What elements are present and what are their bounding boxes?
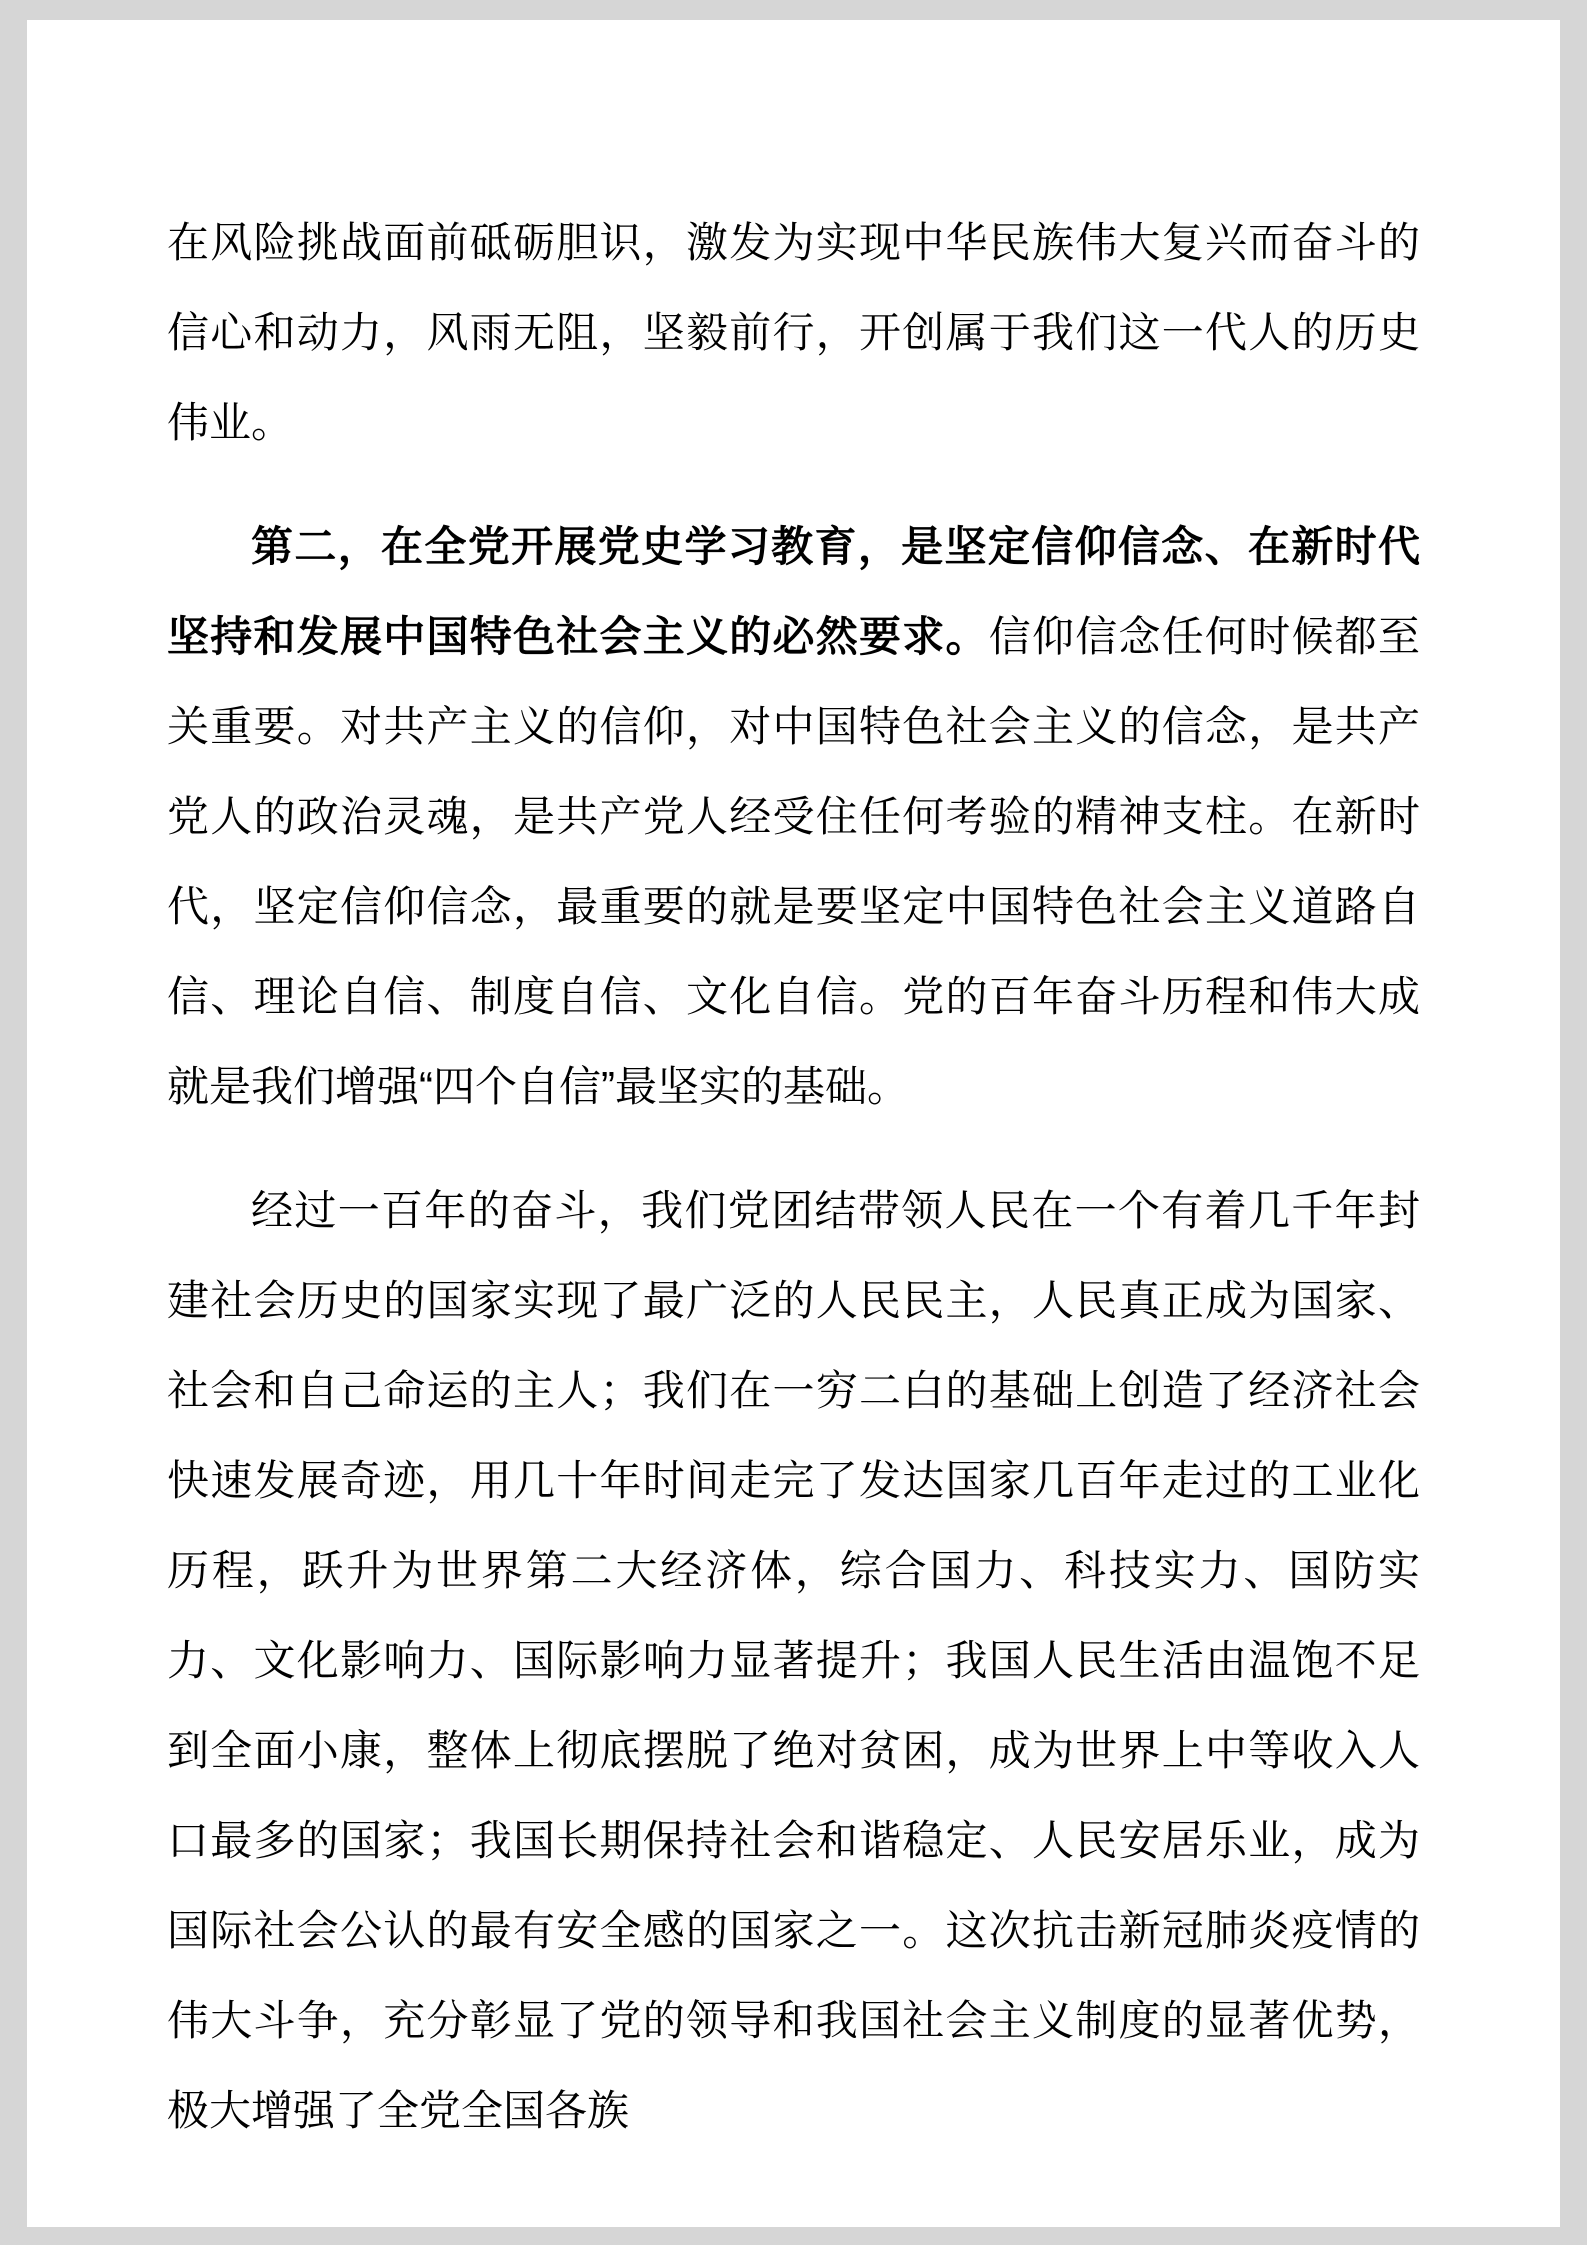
- paragraph-text: 信仰信念任何时候都至关重要。对共产主义的信仰，对中国特色社会主义的信念，是共产党人的政治灵魂，是共产党人经受住任何考验的精神支柱。在新时代，坚定信仰信念，最重要的就是要坚定中国特色社会主义道路自信、理论自信、制度自信、文化自信。党的百年奋斗历程和伟大成就是我们增强“四个自信”最坚实的基础。: [167, 613, 1420, 1110]
- paragraph-text: 经过一百年的奋斗，我们党团结带领人民在一个有着几千年封建社会历史的国家实现了最广泛的人民民主，人民真正成为国家、社会和自己命运的主人；我们在一穷二白的基础上创造了经济社会快速发展奇迹，用几十年时间走完了发达国家几百年走过的工业化历程，跃升为世界第二大经济体，综合国力、科技实力、国防实力、文化影响力、国际影响力显著提升；我国人民生活由温饱不足到全面小康，整体上彻底摆脱了绝对贫困，成为世界上中等收入人口最多的国家；我国长期保持社会和谐稳定、人民安居乐业，成为国际社会公认的最有安全感的国家之一。这次抗击新冠肺炎疫情的伟大斗争，充分彰显了党的领导和我国社会主义制度的显著优势，极大增强了全党全国各族: [167, 1187, 1420, 2134]
- paragraph-bold-lead: 第二，在全党开展党史学习教育，是坚定信仰信念、在新时代坚持和发展中国特色社会主义的必然要求。: [167, 523, 1420, 660]
- paragraph: [167, 1166, 1420, 2156]
- paragraph-text: 在风险挑战面前砥砺胆识，激发为实现中华民族伟大复兴而奋斗的信心和动力，风雨无阻，坚毅前行，开创属于我们这一代人的历史伟业。: [167, 219, 1420, 446]
- document-page: [27, 20, 1560, 2227]
- paragraph: [167, 502, 1420, 1132]
- paragraph: [167, 198, 1420, 468]
